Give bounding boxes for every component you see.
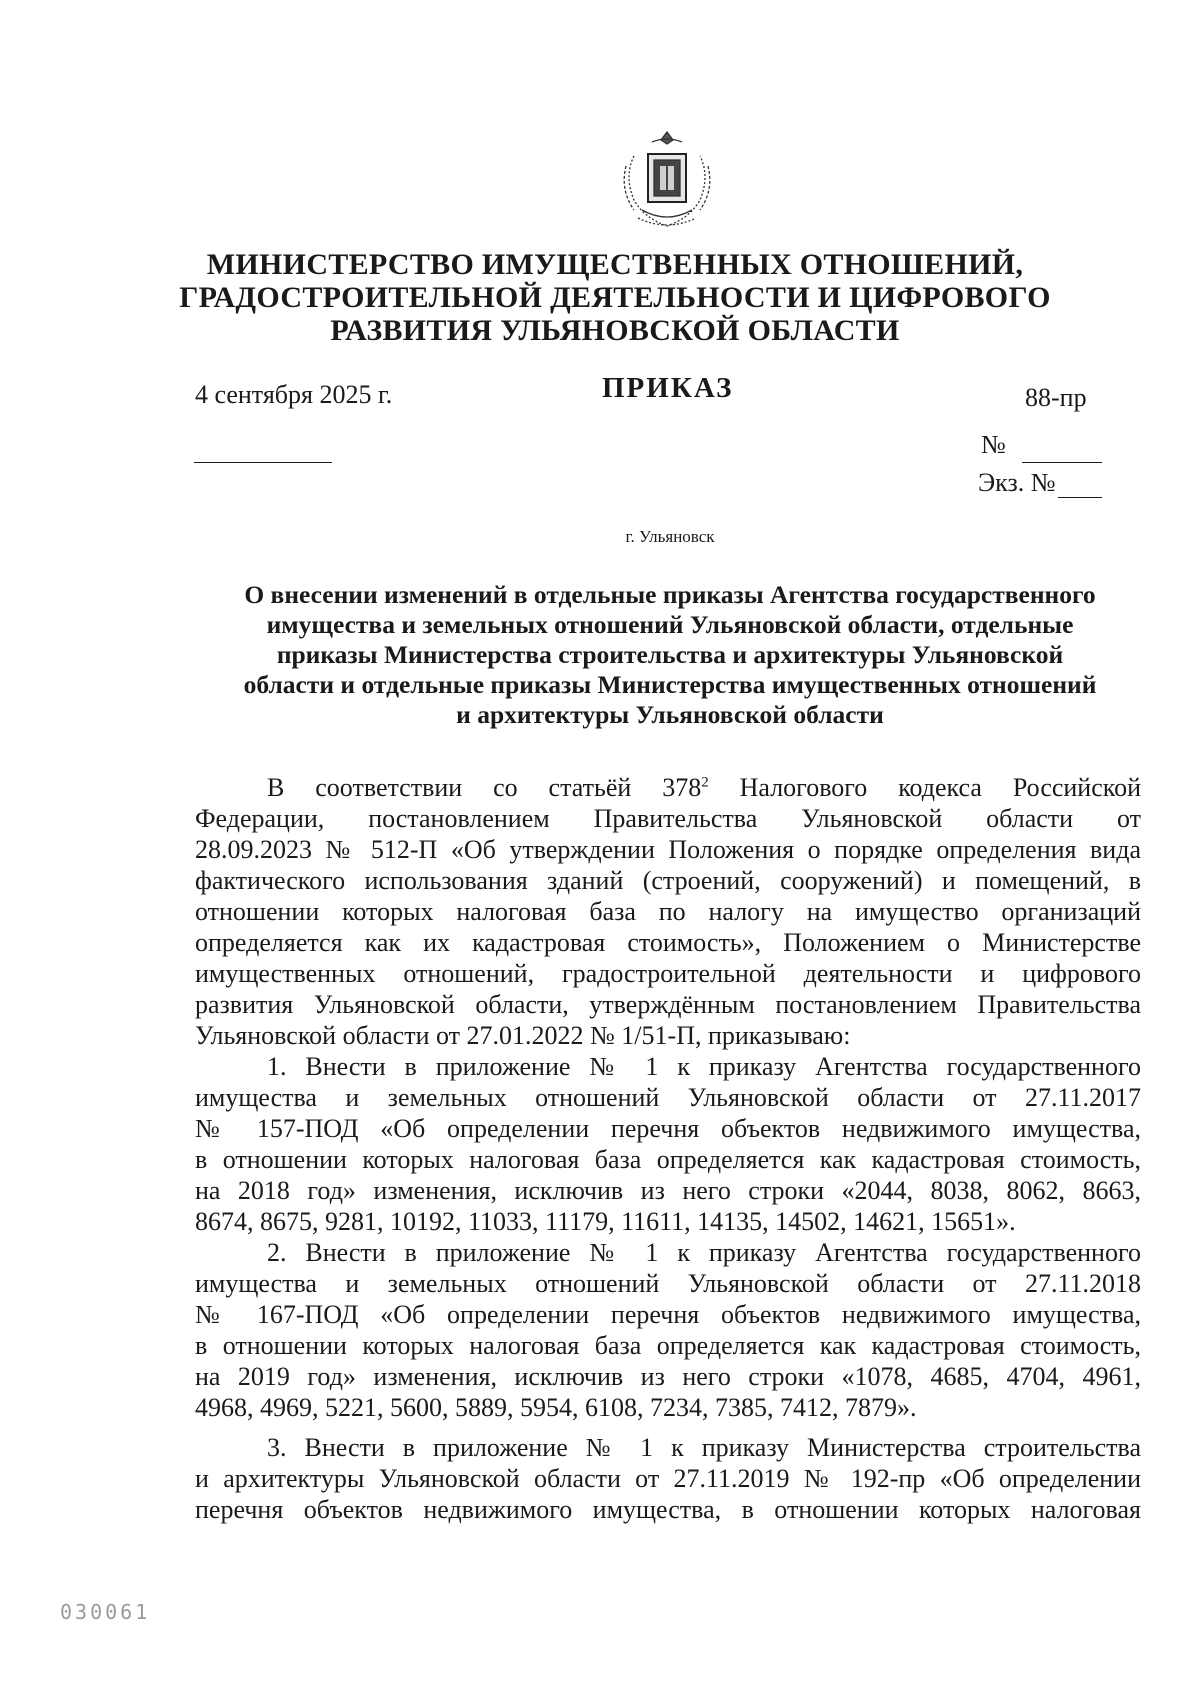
body-line: Федерации, постановлением Правительства Ульяновской области от: [195, 804, 1141, 833]
order-title: ПРИКАЗ: [602, 372, 734, 404]
intro-text: В соответствии со статьёй 378: [267, 773, 702, 802]
item-3-line: 3. Внести в приложение № 1 к приказу Министерства строительства: [267, 1433, 1141, 1462]
number-underline: [1022, 462, 1102, 463]
item-1-line: 8674, 8675, 9281, 10192, 11033, 11179, 11611, 14135, 14502, 14621, 15651».: [195, 1207, 1016, 1236]
intro-first-line: [195, 772, 1141, 803]
body-line: определяется как их кадастровая стоимость», Положением о Министерстве: [195, 928, 1141, 957]
subject-line: области и отдельные приказы Министерства имущественных отношений: [243, 670, 1097, 699]
copy-number-underline: [1058, 497, 1102, 498]
order-body: [195, 772, 1141, 1525]
body-line: 28.09.2023 № 512-П «Об утверждении Положения о порядке определения вида: [195, 835, 1141, 864]
ministry-line: ГРАДОСТРОИТЕЛЬНОЙ ДЕЯТЕЛЬНОСТИ И ЦИФРОВОГО: [179, 281, 1051, 314]
body-line: Ульяновской области от 27.01.2022 № 1/51-П, приказываю:: [195, 1021, 851, 1050]
article-superscript: 2: [701, 774, 709, 791]
body-line: развития Ульяновской области, утверждённым постановлением Правительства: [195, 990, 1141, 1019]
item-3-line: и архитектуры Ульяновской области от 27.11.2019 № 192-пр «Об определении: [195, 1464, 1141, 1493]
item-1-line: в отношении которых налоговая база определяется как кадастровая стоимость,: [195, 1145, 1141, 1174]
copy-number-label: Экз. №: [978, 468, 1056, 497]
body-line: имущественных отношений, градостроительной деятельности и цифрового: [195, 959, 1141, 988]
date-underline: [194, 462, 332, 463]
item-2-line: 2. Внести в приложение № 1 к приказу Агентства государственного: [267, 1238, 1141, 1267]
number-label: №: [981, 430, 1006, 459]
item-1-line: 1. Внести в приложение № 1 к приказу Агентства государственного: [267, 1052, 1141, 1081]
item-3-line: перечня объектов недвижимого имущества, в отношении которых налоговая: [195, 1495, 1141, 1524]
item-2-line: имущества и земельных отношений Ульяновской области от 27.11.2018: [195, 1269, 1141, 1298]
item-2-line: 4968, 4969, 5221, 5600, 5889, 5954, 6108, 7234, 7385, 7412, 7879».: [195, 1393, 917, 1422]
item-2-line: № 167-ПОД «Об определении перечня объектов недвижимого имущества,: [195, 1300, 1141, 1329]
item-2-line: на 2019 год» изменения, исключив из него строки «1078, 4685, 4704, 4961,: [195, 1362, 1141, 1391]
item-1-line: имущества и земельных отношений Ульяновской области от 27.11.2017: [195, 1083, 1141, 1112]
ministry-name: [150, 248, 1080, 347]
subject-line: О внесении изменений в отдельные приказы Агентства государственного: [244, 580, 1096, 609]
order-number: 88-пр: [1025, 383, 1087, 412]
item-1-line: № 157-ПОД «Об определении перечня объектов недвижимого имущества,: [195, 1114, 1141, 1143]
body-line: отношении которых налоговая база по налогу на имущество организаций: [195, 897, 1141, 926]
order-subject: [195, 580, 1145, 730]
ministry-line: РАЗВИТИЯ УЛЬЯНОВСКОЙ ОБЛАСТИ: [330, 314, 900, 347]
item-2-line: в отношении которых налоговая база определяется как кадастровая стоимость,: [195, 1331, 1141, 1360]
order-date: 4 сентября 2025 г.: [195, 380, 393, 409]
subject-line: приказы Министерства строительства и архитектуры Ульяновской: [276, 640, 1064, 669]
body-line: фактического использования зданий (строений, сооружений) и помещений, в: [195, 866, 1141, 895]
registration-stamp: 030061: [60, 1600, 151, 1624]
subject-line: и архитектуры Ульяновской области: [456, 700, 884, 729]
subject-line: имущества и земельных отношений Ульяновской области, отдельные: [266, 610, 1074, 639]
intro-text: Налогового кодекса Российской: [708, 773, 1141, 802]
ministry-line: МИНИСТЕРСТВО ИМУЩЕСТВЕННЫХ ОТНОШЕНИЙ,: [206, 248, 1024, 281]
paragraph-gap: [195, 1423, 1141, 1432]
city-name: г. Ульяновск: [625, 527, 715, 546]
item-1-line: на 2018 год» изменения, исключив из него строки «2044, 8038, 8062, 8663,: [195, 1176, 1141, 1205]
coat-of-arms-icon: [612, 126, 722, 236]
